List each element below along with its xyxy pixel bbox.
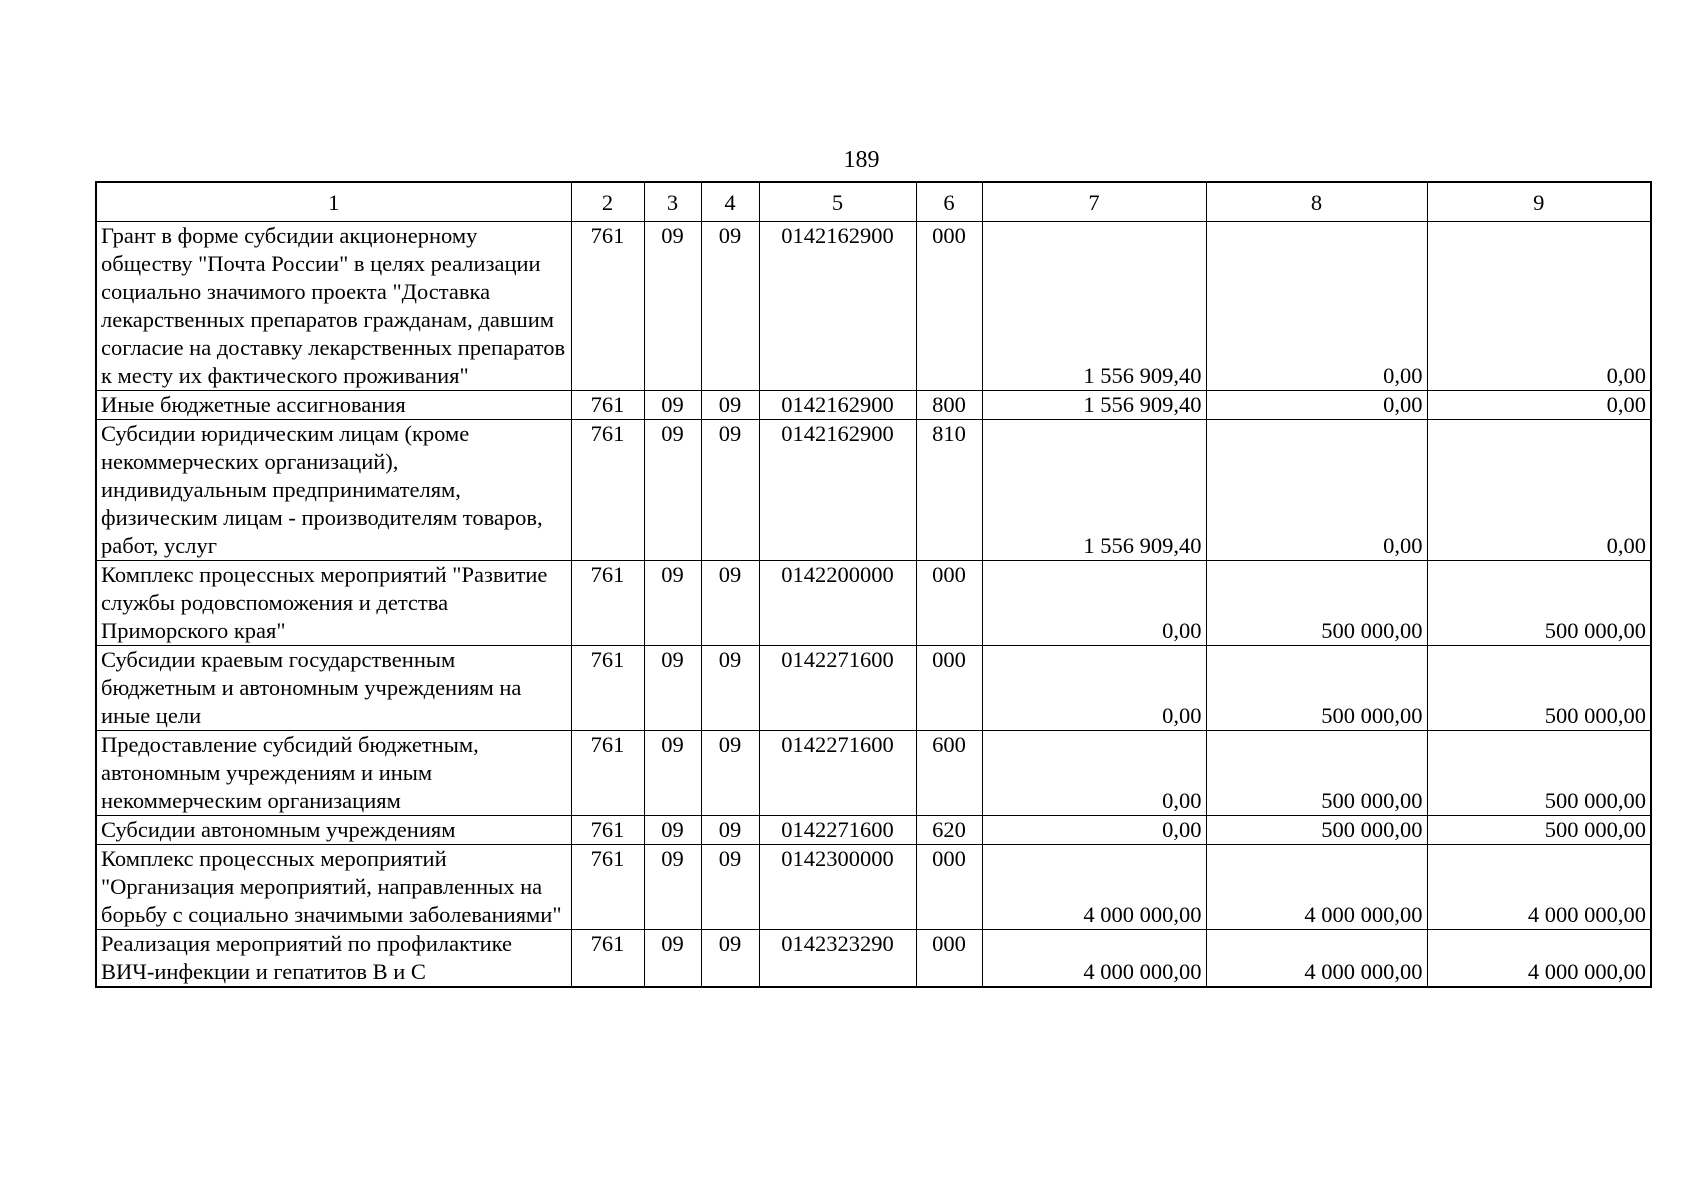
- table-row: [96, 561, 1651, 646]
- code-2-cell: 761: [571, 561, 644, 646]
- amount-7-cell: 1 556 909,40: [982, 391, 1206, 420]
- row-name-cell: Грант в форме субсидии акционерному обществу "Почта России" в целях реализации социально значимого проекта "Доставка лекарственных препаратов гражданам, давшим согласие на доставку лекарственных препаратов к месту их фактического проживания": [96, 222, 571, 391]
- code-5-cell: 0142271600: [759, 646, 916, 731]
- table-row: [96, 391, 1651, 420]
- code-3-cell: 09: [644, 816, 701, 845]
- amount-9-cell: 0,00: [1427, 222, 1651, 391]
- row-name-cell: Субсидии краевым государственным бюджетным и автономным учреждениям на иные цели: [96, 646, 571, 731]
- table-row: [96, 646, 1651, 731]
- code-3-cell: 09: [644, 561, 701, 646]
- column-header: 6: [916, 182, 982, 222]
- code-4-cell: 09: [701, 222, 759, 391]
- code-2-cell: 761: [571, 420, 644, 561]
- amount-8-cell: 500 000,00: [1206, 731, 1427, 816]
- code-2-cell: 761: [571, 222, 644, 391]
- amount-9-cell: 500 000,00: [1427, 816, 1651, 845]
- code-6-cell: 600: [916, 731, 982, 816]
- amount-9-cell: 500 000,00: [1427, 646, 1651, 731]
- amount-7-cell: 0,00: [982, 646, 1206, 731]
- code-4-cell: 09: [701, 816, 759, 845]
- table-header-row: [96, 182, 1651, 222]
- code-5-cell: 0142271600: [759, 816, 916, 845]
- page-number: 189: [843, 147, 880, 173]
- code-4-cell: 09: [701, 420, 759, 561]
- table-row: [96, 816, 1651, 845]
- amount-8-cell: 0,00: [1206, 391, 1427, 420]
- column-header: 7: [982, 182, 1206, 222]
- amount-7-cell: 4 000 000,00: [982, 930, 1206, 988]
- code-2-cell: 761: [571, 391, 644, 420]
- code-3-cell: 09: [644, 731, 701, 816]
- row-name-cell: Реализация мероприятий по профилактике ВИЧ-инфекции и гепатитов В и С: [96, 930, 571, 988]
- row-name-cell: Комплекс процессных мероприятий "Организация мероприятий, направленных на борьбу с социально значимыми заболеваниями": [96, 845, 571, 930]
- amount-8-cell: 500 000,00: [1206, 561, 1427, 646]
- code-5-cell: 0142300000: [759, 845, 916, 930]
- code-2-cell: 761: [571, 816, 644, 845]
- code-5-cell: 0142162900: [759, 420, 916, 561]
- code-5-cell: 0142271600: [759, 731, 916, 816]
- code-2-cell: 761: [571, 845, 644, 930]
- row-name-cell: Иные бюджетные ассигнования: [96, 391, 571, 420]
- budget-table: [95, 181, 1652, 988]
- amount-7-cell: 1 556 909,40: [982, 222, 1206, 391]
- row-name-cell: Предоставление субсидий бюджетным, автономным учреждениям и иным некоммерческим организациям: [96, 731, 571, 816]
- amount-7-cell: 0,00: [982, 816, 1206, 845]
- amount-7-cell: 4 000 000,00: [982, 845, 1206, 930]
- code-4-cell: 09: [701, 391, 759, 420]
- code-5-cell: 0142200000: [759, 561, 916, 646]
- table-row: [96, 222, 1651, 391]
- amount-8-cell: 500 000,00: [1206, 646, 1427, 731]
- code-2-cell: 761: [571, 930, 644, 988]
- amount-8-cell: 0,00: [1206, 222, 1427, 391]
- code-3-cell: 09: [644, 646, 701, 731]
- amount-9-cell: 4 000 000,00: [1427, 930, 1651, 988]
- amount-9-cell: 4 000 000,00: [1427, 845, 1651, 930]
- amount-9-cell: 500 000,00: [1427, 561, 1651, 646]
- column-header: 2: [571, 182, 644, 222]
- row-name-cell: Комплекс процессных мероприятий "Развитие службы родовспоможения и детства Приморского края": [96, 561, 571, 646]
- code-3-cell: 09: [644, 420, 701, 561]
- amount-7-cell: 0,00: [982, 731, 1206, 816]
- code-3-cell: 09: [644, 222, 701, 391]
- row-name-cell: Субсидии юридическим лицам (кроме некоммерческих организаций), индивидуальным предпринимателям, физическим лицам - производителям товаров, работ, услуг: [96, 420, 571, 561]
- code-6-cell: 810: [916, 420, 982, 561]
- code-4-cell: 09: [701, 930, 759, 988]
- table-row: [96, 845, 1651, 930]
- code-6-cell: 000: [916, 845, 982, 930]
- code-4-cell: 09: [701, 646, 759, 731]
- amount-8-cell: 500 000,00: [1206, 816, 1427, 845]
- code-6-cell: 000: [916, 561, 982, 646]
- amount-7-cell: 0,00: [982, 561, 1206, 646]
- amount-7-cell: 1 556 909,40: [982, 420, 1206, 561]
- amount-8-cell: 4 000 000,00: [1206, 845, 1427, 930]
- code-6-cell: 620: [916, 816, 982, 845]
- amount-8-cell: 4 000 000,00: [1206, 930, 1427, 988]
- amount-9-cell: 0,00: [1427, 391, 1651, 420]
- column-header: 8: [1206, 182, 1427, 222]
- code-6-cell: 800: [916, 391, 982, 420]
- amount-8-cell: 0,00: [1206, 420, 1427, 561]
- code-5-cell: 0142162900: [759, 222, 916, 391]
- code-3-cell: 09: [644, 391, 701, 420]
- table-body: [96, 222, 1651, 988]
- column-header: 9: [1427, 182, 1651, 222]
- code-5-cell: 0142162900: [759, 391, 916, 420]
- code-3-cell: 09: [644, 845, 701, 930]
- code-2-cell: 761: [571, 731, 644, 816]
- amount-9-cell: 0,00: [1427, 420, 1651, 561]
- code-4-cell: 09: [701, 731, 759, 816]
- code-4-cell: 09: [701, 845, 759, 930]
- amount-9-cell: 500 000,00: [1427, 731, 1651, 816]
- code-3-cell: 09: [644, 930, 701, 988]
- column-header: 4: [701, 182, 759, 222]
- table-row: [96, 420, 1651, 561]
- code-4-cell: 09: [701, 561, 759, 646]
- code-5-cell: 0142323290: [759, 930, 916, 988]
- column-header: 1: [96, 182, 571, 222]
- code-6-cell: 000: [916, 930, 982, 988]
- code-2-cell: 761: [571, 646, 644, 731]
- table-row: [96, 930, 1651, 988]
- code-6-cell: 000: [916, 222, 982, 391]
- table-row: [96, 731, 1651, 816]
- column-header: 3: [644, 182, 701, 222]
- row-name-cell: Субсидии автономным учреждениям: [96, 816, 571, 845]
- column-header: 5: [759, 182, 916, 222]
- code-6-cell: 000: [916, 646, 982, 731]
